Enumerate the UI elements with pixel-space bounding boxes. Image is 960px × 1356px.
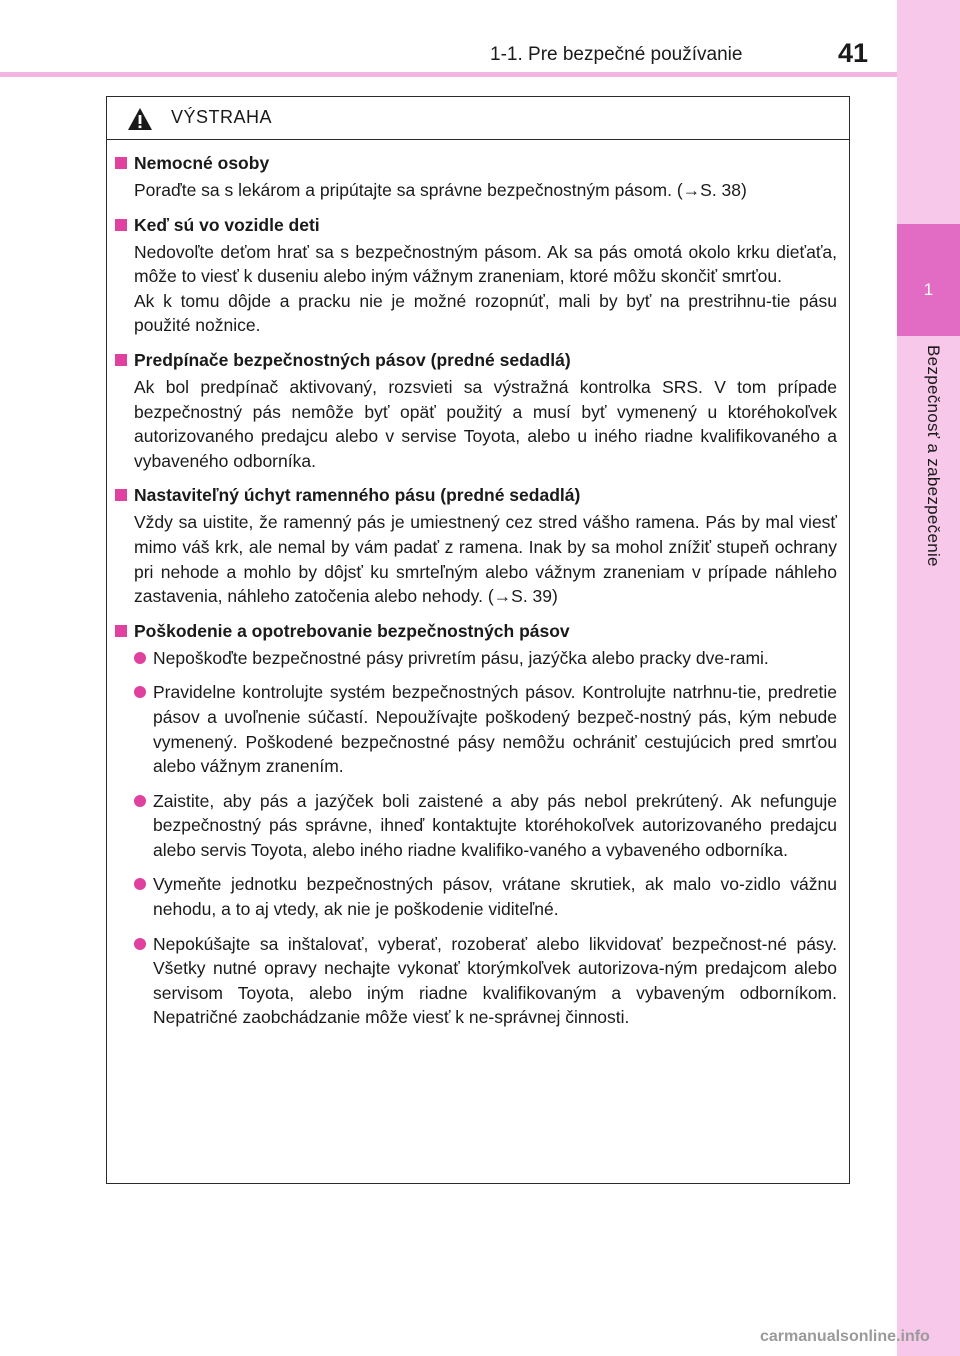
header-rule — [0, 72, 897, 77]
warning-label: VÝSTRAHA — [171, 107, 273, 127]
warning-box — [106, 96, 850, 1184]
section-heading: Nastaviteľný úchyt ramenného pásu (predné sedadlá) — [107, 483, 849, 507]
footer-watermark: carmanualsonline.info — [760, 1328, 930, 1345]
warning-triangle-icon — [127, 107, 153, 131]
square-bullet-icon — [115, 625, 127, 637]
round-bullet-icon — [134, 938, 146, 950]
section-heading: Keď sú vo vozidle deti — [107, 213, 849, 237]
round-bullet-icon — [134, 878, 146, 890]
section-paragraph: Poraďte sa s lekárom a pripútajte sa správne bezpečnostným pásom. (→S. 38) — [134, 180, 747, 200]
list-item: Zaistite, aby pás a jazýček boli zaistené a aby pás nebol prekrútený. Ak nefunguje bezpečnostný pás správne, ihneď kontaktujte ktoréhokoľvek autorizovaného predajcu alebo servis Toyota, alebo iného riadne kvalifiko-vaného a vybaveného odborníka. — [107, 789, 849, 863]
round-bullet-icon — [134, 652, 146, 664]
list-item: Pravidelne kontrolujte systém bezpečnostných pásov. Kontrolujte natrhnu-tie, predretie pásov a uvoľnenie súčastí. Nepoužívajte poškodený bezpeč-nostný pás, kým nebude vymenený. Poškodené bezpečnostné pásy nemôžu ochrániť cestujúcich pred smrťou alebo vážnym zranením. — [107, 680, 849, 778]
running-header-section: 1-1. Pre bezpečné používanie — [490, 44, 743, 65]
chapter-tab-strip — [897, 0, 960, 1356]
square-bullet-icon — [115, 489, 127, 501]
section-paragraph: Ak k tomu dôjde a pracku nie je možné rozopnúť, mali by byť na prestrihnu-tie pásu použité nožnice. — [134, 290, 837, 336]
round-bullet-icon — [134, 795, 146, 807]
list-item: Vymeňte jednotku bezpečnostných pásov, vrátane skrutiek, ak malo vo-zidlo vážnu nehodu, a to aj vtedy, ak nie je poškodenie viditeľné. — [107, 872, 849, 921]
square-bullet-icon — [115, 157, 127, 169]
square-bullet-icon — [115, 354, 127, 366]
section-paragraph: Ak bol predpínač aktivovaný, rozsvieti sa výstražná kontrolka SRS. V tom prípade bezpečnostný pás nemôže byť opäť použitý a musí byť vymenený u ktoréhokoľvek autorizovaného predajcu alebo v servise Toyota, alebo u iného riadne kvalifikovaného a vybaveného odborníka. — [134, 376, 837, 471]
chapter-title: Bezpečnosť a zabezpečenie — [924, 345, 943, 567]
round-bullet-icon — [134, 686, 146, 698]
square-bullet-icon — [115, 219, 127, 231]
chapter-number: 1 — [923, 280, 934, 299]
warning-body — [107, 151, 849, 1030]
section-heading: Nemocné osoby — [107, 151, 849, 175]
warning-header — [107, 97, 849, 140]
section-heading: Poškodenie a opotrebovanie bezpečnostných pásov — [107, 619, 849, 643]
section-paragraph: Nedovoľte deťom hrať sa s bezpečnostným pásom. Ak sa pás omotá okolo krku dieťaťa, môže to viesť k duseniu alebo iným vážnym zraneniam, ktoré môžu skončiť smrťou. — [134, 241, 837, 287]
section-heading: Predpínače bezpečnostných pásov (predné sedadlá) — [107, 348, 849, 372]
page-number: 41 — [838, 38, 869, 68]
list-item: Nepokúšajte sa inštalovať, vyberať, rozoberať alebo likvidovať bezpečnost-né pásy. Všetky nutné opravy nechajte vykonať ktorýmkoľvek autorizova-ným predajcom alebo servisom Toyota, alebo iným riadne kvalifikovaným a vybaveným odborníkom. Nepatričné zaobchádzanie môže viesť k ne-správnej činnosti. — [107, 932, 849, 1030]
section-paragraph: Vždy sa uistite, že ramenný pás je umiestnený cez stred vášho ramena. Pás by mal viesť mimo váš krk, ale nemal by vám padať z ramena. Inak by sa mohol znížiť stupeň ochrany pri nehode a mohlo by dôjsť ku smrteľným alebo vážnym zraneniam v prípade náhleho zastavenia, náhleho zatočenia alebo nehody. (→S. 39) — [134, 512, 837, 607]
list-item: Nepoškoďte bezpečnostné pásy privretím pásu, jazýčka alebo pracky dve-rami. — [107, 646, 849, 671]
